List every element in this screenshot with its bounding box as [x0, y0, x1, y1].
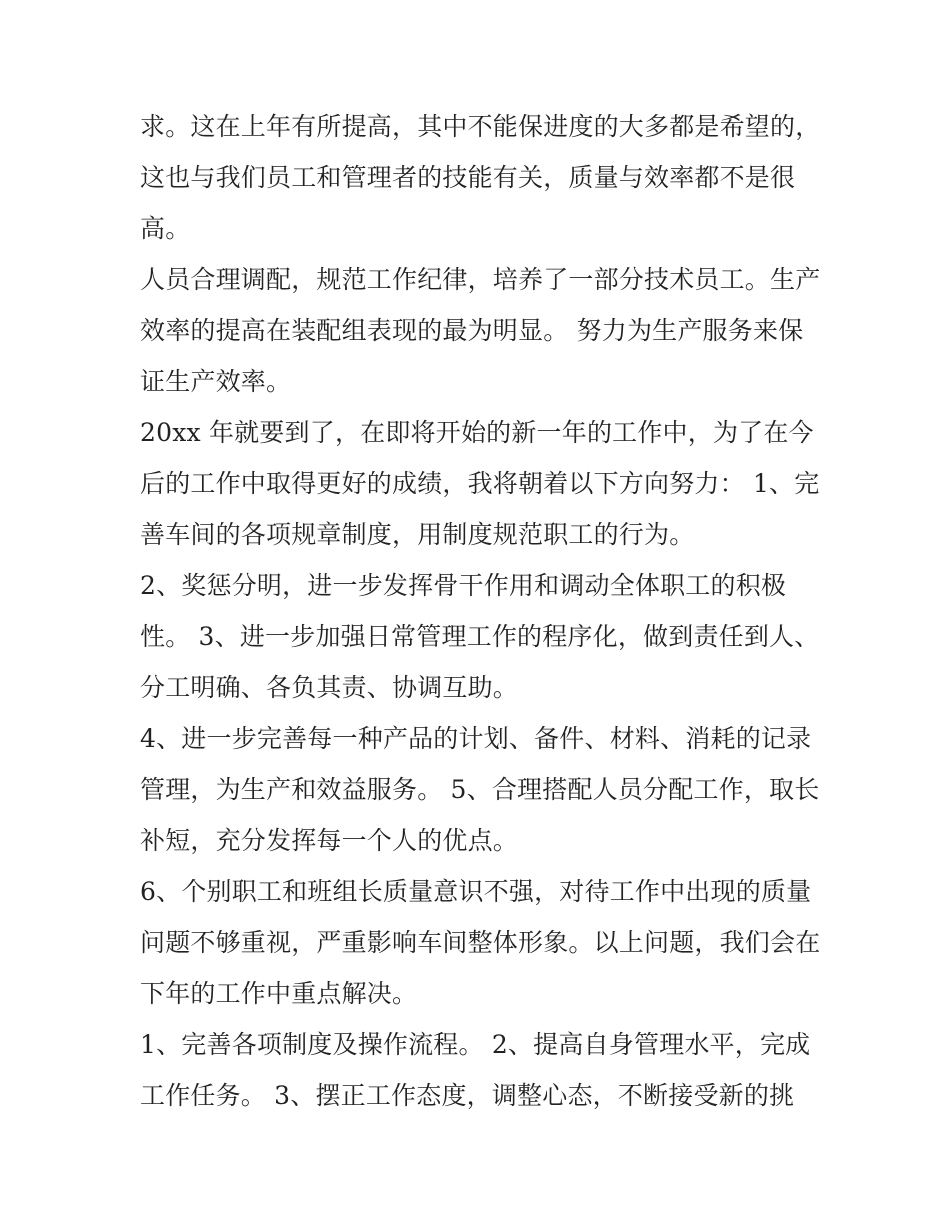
text-line: 善车间的各项规章制度，用制度规范职工的行为。	[140, 520, 695, 549]
text-line: 1、完善各项制度及操作流程。 2、提高自身管理水平，完成	[140, 1030, 811, 1059]
paragraph-5	[140, 713, 820, 866]
text-line: 性。 3、进一步加强日常管理工作的程序化，做到责任到人、	[140, 622, 820, 651]
text-line: 6、个别职工和班组长质量意识不强，对待工作中出现的质量	[140, 877, 812, 906]
text-line: 4、进一步完善每一种产品的计划、备件、材料、消耗的记录	[140, 724, 812, 753]
text-line: 效率的提高在装配组表现的最为明显。 努力为生产服务来保	[140, 316, 804, 345]
text-line: 问题不够重视，严重影响车间整体形象。以上问题，我们会在	[140, 928, 821, 957]
text-line: 工作任务。 3、摆正工作态度，调整心态，不断接受新的挑	[140, 1081, 795, 1110]
paragraph-7	[140, 1019, 820, 1121]
text-line: 管理，为生产和效益服务。 5、合理搭配人员分配工作，取长	[140, 775, 820, 804]
text-line: 求。这在上年有所提高，其中不能保进度的大多都是希望的，	[140, 112, 821, 141]
text-line: 分工明确、各负其责、协调互助。	[140, 673, 519, 702]
paragraph-4	[140, 560, 820, 713]
text-line: 补短，充分发挥每一个人的优点。	[140, 826, 519, 855]
text-line: 20xx 年就要到了，在即将开始的新一年的工作中，为了在今	[140, 418, 814, 447]
paragraph-3	[140, 407, 820, 560]
text-line: 证生产效率。	[140, 367, 292, 396]
text-line: 下年的工作中重点解决。	[140, 979, 418, 1008]
text-line: 人员合理调配，规范工作纪律，培养了一部分技术员工。生产	[140, 265, 821, 294]
paragraph-2	[140, 254, 820, 407]
document-body	[140, 101, 820, 1121]
paragraph-6	[140, 866, 820, 1019]
paragraph-1	[140, 101, 820, 254]
text-line: 这也与我们员工和管理者的技能有关，质量与效率都不是很	[140, 163, 796, 192]
text-line: 高。	[140, 214, 191, 243]
text-line: 2、奖惩分明，进一步发挥骨干作用和调动全体职工的积极	[140, 571, 787, 600]
text-line: 后的工作中取得更好的成绩，我将朝着以下方向努力： 1、完	[140, 469, 820, 498]
